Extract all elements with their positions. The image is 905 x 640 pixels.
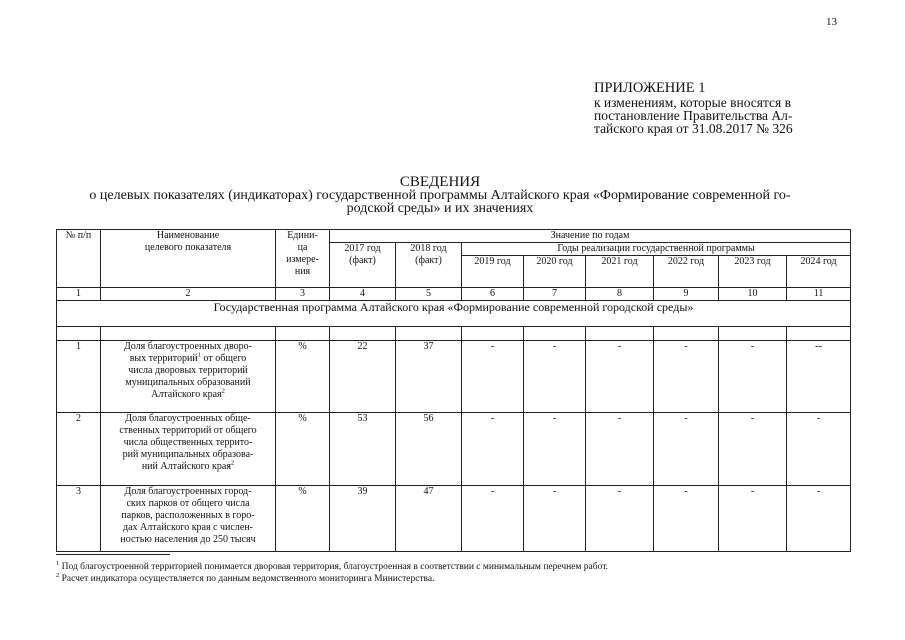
header-unit <box>276 230 330 288</box>
row-name-line: числа дворовых территорий <box>128 365 248 376</box>
column-number: 9 <box>654 288 719 301</box>
row-value-2021: - <box>586 486 654 552</box>
row-value-2019: - <box>462 413 524 486</box>
row-name-fragment: вых территорий <box>129 353 198 364</box>
page-number: 13 <box>826 16 837 28</box>
header-num: № п/п <box>57 230 101 288</box>
row-name-line: Доля благоустроенных обще- <box>125 413 251 424</box>
header-name-line: целевого показателя <box>144 242 232 253</box>
row-num: 2 <box>57 413 101 486</box>
footnote-ref: 2 <box>221 387 225 395</box>
column-number: 8 <box>586 288 654 301</box>
row-unit: % <box>276 486 330 552</box>
row-value-2021: - <box>586 341 654 413</box>
footnote-text: Под благоустроенной территорией понимается дворовая территория, благоустроенная в соответствии с минимальным перечнем работ. <box>61 562 609 572</box>
column-number: 4 <box>330 288 396 301</box>
row-name-fragment: Алтайского края <box>151 389 222 400</box>
appendix-line: постановление Правительства Ал- <box>594 108 793 123</box>
row-value-2023: - <box>719 413 787 486</box>
document-subtitle-line: родской среды» и их значениях <box>346 201 534 216</box>
row-value-2024: - <box>787 413 851 486</box>
document-heading <box>40 176 840 215</box>
spacer-row <box>57 327 851 341</box>
program-title: Государственная программа Алтайского края «Формирование современной городской среды» <box>57 301 851 327</box>
row-num: 3 <box>57 486 101 552</box>
row-value-2019: - <box>462 486 524 552</box>
footnote-ref: 2 <box>230 459 235 467</box>
row-value-2020: - <box>524 486 586 552</box>
header-year-line: 2017 год <box>344 243 381 254</box>
footnote-2 <box>56 573 608 585</box>
row-value-2023: - <box>719 341 787 413</box>
row-name-fragment: ний Алтайского края <box>141 461 231 472</box>
row-value-2021: - <box>586 413 654 486</box>
row-value-2018: 47 <box>396 486 462 552</box>
column-number: 7 <box>524 288 586 301</box>
row-value-2018: 37 <box>396 341 462 413</box>
row-name <box>101 413 276 486</box>
document-title: СВЕДЕНИЯ <box>399 174 481 190</box>
column-number: 5 <box>396 288 462 301</box>
row-value-2017: 39 <box>330 486 396 552</box>
row-name <box>101 486 276 552</box>
table-row <box>57 413 851 486</box>
indicators-table <box>56 229 851 552</box>
row-value-2020: - <box>524 341 586 413</box>
footnote-mark: 2 <box>56 571 60 579</box>
row-value-2017: 53 <box>330 413 396 486</box>
table-header-row <box>57 230 851 243</box>
header-year-line: (факт) <box>415 255 442 266</box>
row-name-line: Доля благоустроенных дворо- <box>123 341 252 352</box>
row-value-2022: - <box>654 486 719 552</box>
header-year: 2024 год <box>787 256 851 288</box>
row-value-2023: - <box>719 486 787 552</box>
footnote-text: Расчет индикатора осуществляется по данным ведомственного мониторинга Министерства. <box>61 574 435 584</box>
row-value-2024: - <box>787 486 851 552</box>
appendix-line: к изменениям, которые вносятся в <box>594 95 792 110</box>
row-name-fragment: от общего <box>203 353 247 364</box>
row-name-line <box>103 353 273 365</box>
row-name-line: ностью населения до 250 тысяч <box>120 534 256 545</box>
footnote-mark: 1 <box>56 559 60 567</box>
column-number: 2 <box>101 288 276 301</box>
document-subtitle-line: о целевых показателях (индикаторах) государственной программы Алтайского края «Формирование современной го- <box>89 188 791 203</box>
column-number-row <box>57 288 851 301</box>
row-name-line: парков, расположенных в горо- <box>121 510 255 521</box>
row-name-line: дах Алтайского края с числен- <box>123 522 253 533</box>
table-row <box>57 486 851 552</box>
row-value-2017: 22 <box>330 341 396 413</box>
footnote-ref: 1 <box>197 351 201 359</box>
row-name-line: ственных территорий от общего <box>119 425 257 436</box>
row-unit: % <box>276 413 330 486</box>
header-name-line: Наименование <box>156 230 220 241</box>
header-unit-line: измере- <box>286 254 319 265</box>
header-year: 2020 год <box>524 256 586 288</box>
row-value-2022: - <box>654 341 719 413</box>
row-unit: % <box>276 341 330 413</box>
appendix-line: тайского края от 31.08.2017 № 326 <box>594 121 793 136</box>
header-year: 2019 год <box>462 256 524 288</box>
header-year-line: 2018 год <box>410 243 447 254</box>
header-program-years: Годы реализации государственной программы <box>462 243 851 256</box>
appendix-title: ПРИЛОЖЕНИЕ 1 <box>594 80 706 96</box>
row-name-line: рий муниципальных образова- <box>122 449 254 460</box>
header-values-by-year: Значение по годам <box>330 230 851 243</box>
header-unit-line: ния <box>294 266 311 277</box>
header-unit-line: ца <box>297 242 308 253</box>
row-value-2022: - <box>654 413 719 486</box>
column-number: 11 <box>787 288 851 301</box>
header-year: 2023 год <box>719 256 787 288</box>
row-value-2018: 56 <box>396 413 462 486</box>
column-number: 6 <box>462 288 524 301</box>
row-value-2020: - <box>524 413 586 486</box>
column-number: 1 <box>57 288 101 301</box>
header-year: 2022 год <box>654 256 719 288</box>
header-year-line: (факт) <box>349 255 376 266</box>
header-name <box>101 230 276 288</box>
row-name <box>101 341 276 413</box>
footnote-1 <box>56 561 608 573</box>
footnotes <box>56 561 608 585</box>
row-name-line: Доля благоустроенных город- <box>124 486 252 497</box>
header-year-2018 <box>396 243 462 288</box>
row-name-line: числа общественных террито- <box>123 437 253 448</box>
row-value-2019: - <box>462 341 524 413</box>
row-name-line: ских парков от общего числа <box>126 498 250 509</box>
row-name-line <box>103 389 273 401</box>
header-year-2017 <box>330 243 396 288</box>
row-name-line <box>103 461 273 473</box>
footnote-divider <box>56 554 170 555</box>
row-num: 1 <box>57 341 101 413</box>
table-row <box>57 341 851 413</box>
row-name-line: муниципальных образований <box>125 377 251 388</box>
header-unit-line: Едини- <box>287 230 318 241</box>
row-value-2024: -- <box>787 341 851 413</box>
header-year: 2021 год <box>586 256 654 288</box>
appendix-header <box>594 82 793 135</box>
column-number: 3 <box>276 288 330 301</box>
column-number: 10 <box>719 288 787 301</box>
program-row <box>57 301 851 327</box>
